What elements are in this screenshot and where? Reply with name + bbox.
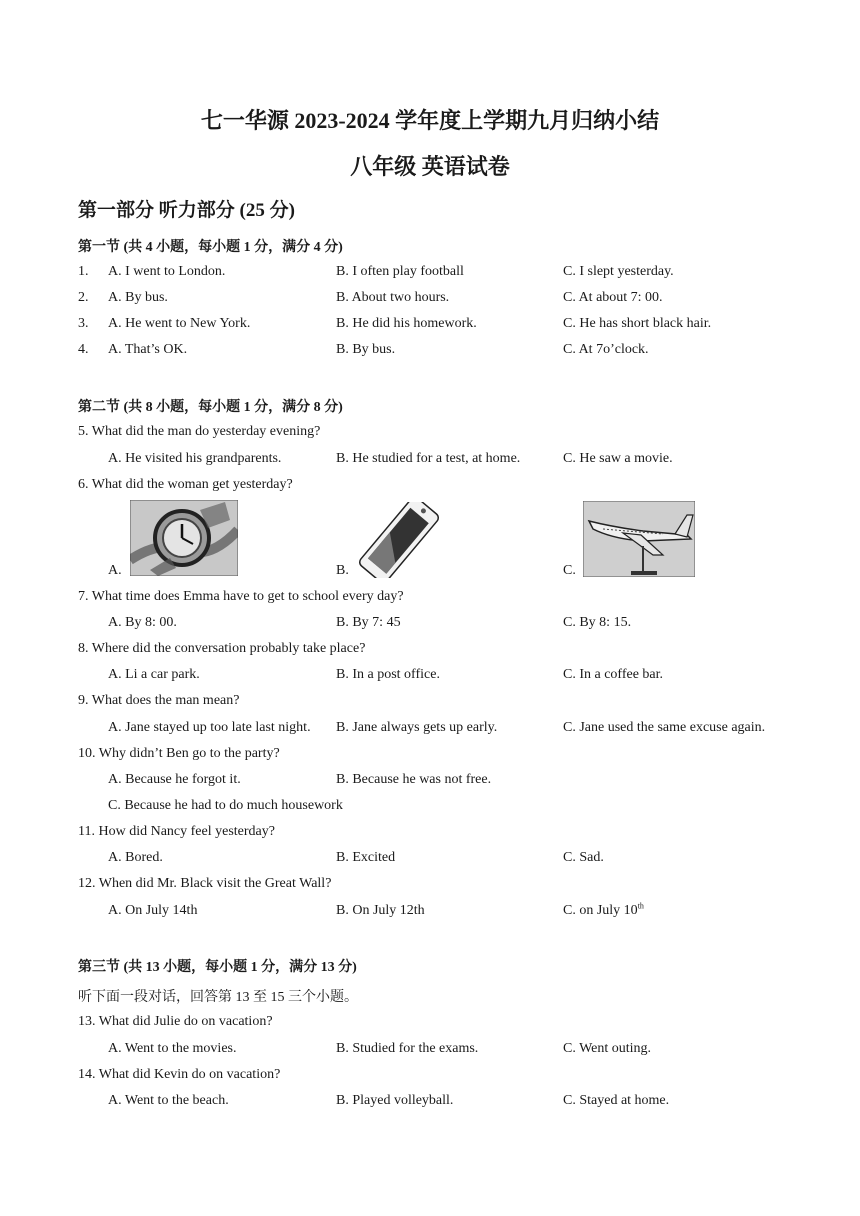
option-c: C. He has short black hair. xyxy=(563,316,712,331)
option-c: C. By 8: 15. xyxy=(563,615,632,630)
question-number: 4. xyxy=(78,342,89,357)
option-b: B. Studied for the exams. xyxy=(336,1041,479,1056)
question-number: 2. xyxy=(78,290,89,305)
question-text: 7. What time does Emma have to get to school every day? xyxy=(78,589,404,604)
option-c xyxy=(563,903,644,919)
option-b: B. By bus. xyxy=(336,342,396,357)
option-a: A. By bus. xyxy=(108,290,168,305)
option-b: B. I often play football xyxy=(336,264,464,279)
option-c: C. Because he had to do much housework xyxy=(108,798,343,813)
option-c: C. At about 7: 00. xyxy=(563,290,663,305)
option-b: B. By 7: 45 xyxy=(336,615,401,630)
question-number: 1. xyxy=(78,264,89,279)
airplane-picture-icon xyxy=(583,501,695,577)
option-b: B. About two hours. xyxy=(336,290,450,305)
option-a: A. Went to the beach. xyxy=(108,1093,229,1108)
option-a: A. That’s OK. xyxy=(108,342,188,357)
option-a: A. Because he forgot it. xyxy=(108,772,241,787)
option-a: A. He visited his grandparents. xyxy=(108,451,282,466)
section-heading: 第三节 (共 13 小题，每小题 1 分，满分 13 分) xyxy=(78,960,357,975)
option-c: C. In a coffee bar. xyxy=(563,667,664,682)
question-text: 9. What does the man mean? xyxy=(78,693,240,708)
option-c: C. Jane used the same excuse again. xyxy=(563,720,766,735)
question-text: 13. What did Julie do on vacation? xyxy=(78,1014,273,1029)
option-a: A. Bored. xyxy=(108,850,163,865)
option-b: B. Because he was not free. xyxy=(336,772,492,787)
question-text: 5. What did the man do yesterday evening? xyxy=(78,424,321,439)
watch-picture-icon xyxy=(130,500,238,576)
option-a: A. Went to the movies. xyxy=(108,1041,237,1056)
ordinal-suffix: th xyxy=(637,901,644,911)
option-b: B. Jane always gets up early. xyxy=(336,720,498,735)
option-c: C. At 7o’clock. xyxy=(563,342,649,357)
question-number: 3. xyxy=(78,316,89,331)
option-c: C. He saw a movie. xyxy=(563,451,673,466)
option-b: B. In a post office. xyxy=(336,667,440,682)
option-a: A. He went to New York. xyxy=(108,316,251,331)
part-heading: 第一部分 听力部分 (25 分) xyxy=(78,200,295,221)
phone-picture-icon xyxy=(356,502,442,578)
question-text: 10. Why didn’t Ben go to the party? xyxy=(78,746,280,761)
option-b: B. He studied for a test, at home. xyxy=(336,451,521,466)
option-a: A. By 8: 00. xyxy=(108,615,177,630)
option-b: B. Played volleyball. xyxy=(336,1093,454,1108)
option-a: A. I went to London. xyxy=(108,264,226,279)
option-c: C. I slept yesterday. xyxy=(563,264,674,279)
option-b: B. Excited xyxy=(336,850,396,865)
option-a: A. xyxy=(108,563,122,578)
option-c: C. xyxy=(563,563,576,578)
question-text: 6. What did the woman get yesterday? xyxy=(78,477,293,492)
page-title: 七一华源 2023-2024 学年度上学期九月归纳小结 xyxy=(200,108,660,133)
page-subtitle: 八年级 英语试卷 xyxy=(350,154,510,179)
question-text: 14. What did Kevin do on vacation? xyxy=(78,1067,281,1082)
option-a: A. On July 14th xyxy=(108,903,198,918)
option-a: A. Li a car park. xyxy=(108,667,200,682)
section-heading: 第一节 (共 4 小题，每小题 1 分，满分 4 分) xyxy=(78,240,343,255)
option-c-text: C. on July 10 xyxy=(563,903,638,918)
option-c: C. Stayed at home. xyxy=(563,1093,670,1108)
question-text: 8. Where did the conversation probably take place? xyxy=(78,641,366,656)
section-intro: 听下面一段对话，回答第 13 至 15 三个小题。 xyxy=(78,990,358,1005)
option-a: A. Jane stayed up too late last night. xyxy=(108,720,311,735)
question-text: 11. How did Nancy feel yesterday? xyxy=(78,824,275,839)
option-b: B. On July 12th xyxy=(336,903,425,918)
option-b: B. xyxy=(336,563,349,578)
option-b: B. He did his homework. xyxy=(336,316,477,331)
option-c: C. Went outing. xyxy=(563,1041,652,1056)
question-text: 12. When did Mr. Black visit the Great Wall? xyxy=(78,876,332,891)
section-heading: 第二节 (共 8 小题，每小题 1 分，满分 8 分) xyxy=(78,400,343,415)
option-c: C. Sad. xyxy=(563,850,604,865)
